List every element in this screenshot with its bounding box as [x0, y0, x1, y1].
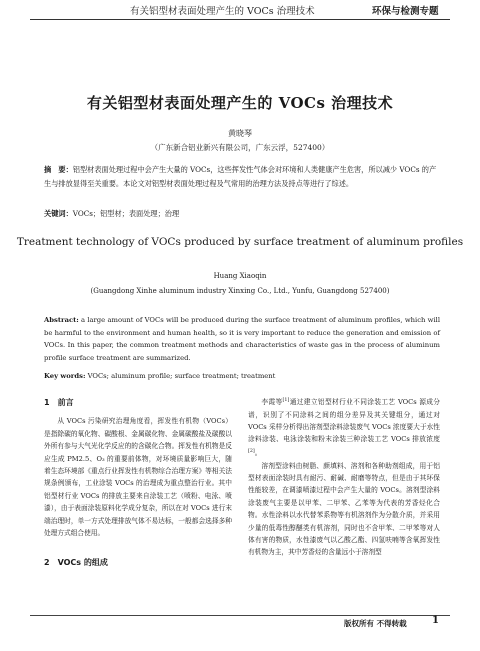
keywords-text-cn: VOCs；铝型材；表面处理；治理 — [72, 209, 180, 218]
right-paragraph-1-text-a: 李霞等 — [261, 398, 283, 407]
affiliation-en: (Guangdong Xinhe aluminum industry Xinxing Co., Ltd., Yunfu, Guangdong 527400) — [90, 287, 390, 295]
footer-rule — [30, 615, 450, 616]
right-paragraph-1 — [248, 395, 440, 460]
keywords-text-en: VOCs; aluminum profile; surface treatment; treatment — [85, 372, 276, 380]
running-header-column: 环保与检测专题 — [372, 6, 439, 17]
page-number: 1 — [432, 615, 439, 626]
abstract-text-cn: 铝型材表面处理过程中会产生大量的 VOCs，这些挥发性气体会对环境和人类健康产生危害，所以减少 VOCs 的产生与排放显得至关重要。本论文对铝型材表面处理过程及气常用的治理方法及持点等进行了综述。 — [44, 165, 437, 188]
affiliation-cn: （广东新合铝业新兴有限公司，广东云浮，527400） — [150, 143, 330, 152]
section-gap — [44, 539, 232, 555]
section-1-paragraph: 从 VOCs 污染研究治理角度看，挥发性有机物（VOCs）是指除碳的氧化物、碳酸根、金属碳化物、金属碳酸盐及碳酸以外所有参与大气光化学反应的的含碳化合物。挥发性有机物是反应生成 PM2.5、O₃ 的重要前体物，对环境质量影响巨大，随着生态环境部《重点行业挥发性有机物综合治理方案》等相关法规条例颁布，工业涂装 VOCs 的治理成为重点整治行业。其中铝型材行业 VOCs 的排放主要来自涂装工艺（喷粉、电泳、喷漆），由于表面涂装原料化学成分复杂，所以在对 VOCs 进行末端治理时，单一方式处理排放气体不易达标，一般都会选择多种处理方式组合使用。 — [44, 417, 232, 538]
abstract-cn — [44, 163, 440, 190]
running-header-title: 有关铝型材表面处理产生的 VOCs 治理技术 — [130, 6, 315, 17]
body-column-left — [44, 395, 232, 576]
author-en: Huang Xiaoqin — [213, 272, 267, 280]
article-title-cn: 有关铝型材表面处理产生的 VOCs 治理技术 — [86, 94, 394, 112]
section-1-heading: 1 前言 — [44, 398, 74, 407]
abstract-label-cn: 摘 要： — [44, 165, 73, 174]
abstract-label-en: Abstract: — [44, 316, 79, 324]
section-2-heading: 2 VOCs 的组成 — [44, 558, 108, 568]
right-paragraph-1-text-b: 通过建立铝型材行业不同涂装工艺 VOCs 源成分谱，识别了不同涂料之间的组分差异及其关键组分，通过对 VOCs 采样分析得出溶剂型涂料涂装废气 VOCs 浓度要大于水性涂料涂装、电泳涂装和粉末涂装三种涂装工艺 VOCs 排放浓度 — [248, 398, 440, 444]
abstract-en — [44, 314, 440, 365]
right-paragraph-1-text-c: 。 — [254, 449, 262, 458]
copyright-note: 版权所有 不得转载 — [344, 619, 407, 628]
citation-ref-2: [2] — [248, 448, 255, 454]
keywords-label-en: Key words: — [44, 372, 86, 380]
keywords-cn — [44, 208, 440, 220]
keywords-label-cn: 关键词： — [44, 209, 73, 218]
right-paragraph-2: 溶剂型涂料由树脂、颜填料、溶剂和各种助剂组成，用于铝型材表面涂装时具有耐污、耐碱、耐磨等特点，但是由于其环保性能较差，在调漆喷漆过程中会产生大量的 VOCs。溶剂型涂料涂装废气主要是以甲苯、二甲苯、乙苯等为代表的芳香烃化合物。水性涂料以水代替苯系物等有机溶剂作为分散介质，并采用少量的低毒性醇醚类有机溶剂，同时也不含甲苯、二甲苯等对人体有害的物质，水性漆废气以乙酸乙酯、四氢呋喃等含氧挥发性有机物为主，其中芳香烃的含量远小于溶剂型 — [248, 461, 440, 557]
running-header — [0, 0, 480, 20]
abstract-text-en: a large amount of VOCs will be produced during the surface treatment of aluminum profiles, which will be harmful to the environment and human health, so it is very important to reduce the generation and emission of VOCs. In this paper, the common treatment methods and characteristics of waste gas in the process of aluminum profile surface treatment are summarized. — [44, 316, 440, 363]
article-title-en: Treatment technology of VOCs produced by surface treatment of aluminum profiles — [16, 236, 464, 248]
author-cn: 黄晓琴 — [228, 129, 252, 138]
keywords-en — [44, 370, 440, 382]
body-column-right — [248, 395, 440, 559]
citation-ref-1: [1] — [282, 398, 290, 403]
header-rule — [30, 19, 450, 20]
